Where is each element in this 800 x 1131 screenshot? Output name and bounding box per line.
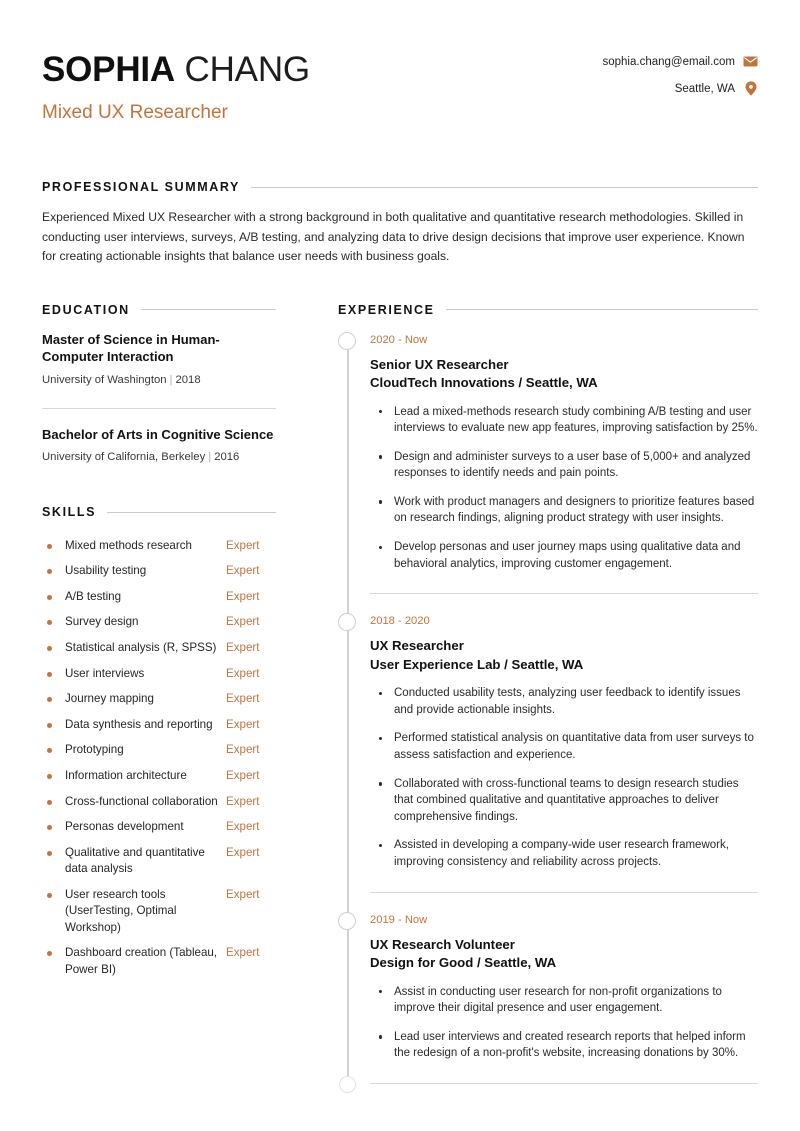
skill-name: User interviews (65, 666, 145, 680)
skill-level: Expert (226, 717, 260, 731)
education-divider (42, 408, 276, 409)
skill-row (42, 610, 276, 636)
skill-name: Cross-functional collaboration (65, 794, 218, 808)
experience-bullet: Work with product managers and designers to prioritize features based on research findings, aligning product strategy with user insights. (370, 494, 758, 527)
skill-level: Expert (226, 538, 260, 552)
experience-dates: 2018 - 2020 (370, 615, 430, 628)
experience-timeline (338, 331, 758, 1084)
last-name (175, 50, 185, 89)
experience-item (370, 331, 758, 575)
skill-level: Expert (226, 640, 260, 654)
summary-section-header (42, 180, 758, 194)
experience-company: CloudTech Innovations / Seattle, WA (370, 375, 598, 390)
skills-section-header (42, 505, 276, 519)
job-title: Mixed UX Researcher (42, 102, 228, 123)
experience-role: Senior UX Researcher (370, 356, 509, 372)
experience-bullets (370, 685, 758, 870)
skill-row (42, 712, 276, 738)
section-rule (141, 309, 276, 310)
meta-separator: | (169, 373, 173, 386)
skill-bullet-icon (47, 825, 52, 830)
experience-list (370, 331, 758, 1084)
experience-divider (370, 1083, 758, 1084)
contact-block (603, 48, 759, 96)
skill-name: Journey mapping (65, 692, 154, 706)
section-rule (446, 309, 758, 310)
skill-name: Qualitative and quantitative data analysis (65, 845, 205, 876)
education-meta (42, 450, 276, 465)
skills-heading: SKILLS (42, 505, 97, 519)
experience-bullet: Assisted in developing a company-wide user research framework, improving consistency and reliability across projects. (370, 837, 758, 870)
experience-heading: EXPERIENCE (338, 302, 435, 317)
skill-bullet-icon (47, 893, 52, 898)
experience-section-header (338, 303, 758, 317)
experience-bullet: Performed statistical analysis on quantitative data from user surveys to assess satisfaction and experience. (370, 730, 758, 763)
skill-level: Expert (226, 743, 260, 757)
skill-row (42, 559, 276, 585)
left-column (42, 303, 276, 983)
skill-level: Expert (226, 564, 260, 578)
education-meta (42, 373, 276, 388)
contact-location[interactable] (675, 81, 758, 96)
skill-bullet-icon (47, 748, 52, 753)
education-degree: Bachelor of Arts in Cognitive Science (42, 426, 274, 442)
education-section (42, 303, 276, 468)
meta-separator: | (208, 451, 212, 463)
skill-level: Expert (226, 946, 260, 960)
skill-name: Mixed methods research (65, 538, 192, 552)
experience-section (338, 303, 758, 1084)
skill-bullet-icon (47, 951, 52, 956)
timeline-node-icon (338, 613, 356, 631)
experience-divider (370, 593, 758, 594)
skill-name: Information architecture (65, 768, 187, 782)
right-column (338, 303, 758, 1102)
first-name: SOPHIA (42, 50, 175, 89)
skill-name: Survey design (65, 615, 139, 629)
education-heading: EDUCATION (42, 302, 130, 317)
skill-name: Data synthesis and reporting (65, 717, 213, 731)
education-year: 2018 (175, 373, 201, 386)
skills-list (42, 533, 276, 983)
education-item (42, 426, 276, 468)
skill-row (42, 661, 276, 687)
education-degree: Master of Science in Human-Computer Interaction (42, 331, 220, 364)
education-item (42, 331, 276, 390)
experience-bullet: Lead a mixed-methods research study combining A/B testing and user interviews to evaluate new app features, improving satisfaction by 25%. (370, 404, 758, 437)
skill-row (42, 941, 276, 983)
experience-bullet: Design and administer surveys to a user base of 5,000+ and analyzed responses to identify needs and pain points. (370, 449, 758, 482)
experience-company: User Experience Lab / Seattle, WA (370, 656, 584, 672)
experience-bullets (370, 984, 758, 1062)
section-rule (107, 512, 276, 513)
experience-dates: 2019 - Now (370, 913, 428, 926)
skill-bullet-icon (47, 595, 52, 600)
skill-row (42, 789, 276, 815)
skill-name: User research tools (UserTesting, Optimal Workshop) (65, 887, 177, 934)
resume-body (42, 303, 758, 1102)
skill-row (42, 840, 276, 882)
experience-bullet: Lead user interviews and created research reports that helped inform the redesign of a non-profit's website, increasing donations by 30%. (370, 1029, 758, 1062)
email-text: sophia.chang@email.com (602, 55, 735, 68)
education-school: University of California, Berkeley (42, 451, 206, 463)
location-text: Seattle, WA (674, 82, 735, 95)
experience-bullet: Collaborated with cross-functional teams to design research studies that combined qualitative and quantitative approaches to deliver comprehensive findings. (370, 776, 758, 826)
skill-bullet-icon (47, 851, 52, 856)
skill-bullet-icon (47, 620, 52, 625)
professional-summary-section (42, 180, 758, 267)
page-title (42, 50, 310, 90)
resume-header (42, 40, 758, 125)
skill-level: Expert (226, 887, 260, 901)
skill-name: Statistical analysis (R, SPSS) (65, 640, 217, 654)
last-name-text: CHANG (184, 50, 310, 89)
contact-email[interactable] (603, 54, 759, 69)
skill-bullet-icon (47, 723, 52, 728)
skill-bullet-icon (47, 774, 52, 779)
experience-bullet: Develop personas and user journey maps using qualitative data and behavioral analytics, improving customer engagement. (370, 539, 758, 572)
experience-item (370, 911, 758, 1064)
skill-level: Expert (226, 768, 260, 782)
experience-item (370, 612, 758, 872)
education-year: 2016 (214, 451, 240, 463)
skill-row (42, 533, 276, 559)
skill-bullet-icon (47, 672, 52, 677)
skill-name: Usability testing (65, 564, 147, 578)
skill-row (42, 882, 276, 940)
skill-level: Expert (226, 692, 260, 706)
experience-company: Design for Good / Seattle, WA (370, 955, 557, 971)
experience-bullets (370, 404, 758, 573)
skill-level: Expert (226, 589, 260, 603)
skill-level: Expert (226, 615, 260, 629)
timeline-node-icon (338, 912, 356, 930)
name-block (42, 48, 310, 125)
skill-row (42, 584, 276, 610)
timeline-end-node (339, 1076, 356, 1093)
skill-name: A/B testing (65, 589, 122, 603)
skill-name: Dashboard creation (Tableau, Power BI) (65, 946, 218, 976)
skills-section (42, 505, 276, 983)
skill-bullet-icon (47, 697, 52, 702)
skill-level: Expert (226, 845, 260, 859)
skill-name: Prototyping (65, 743, 124, 757)
skill-level: Expert (226, 820, 260, 834)
experience-bullet: Assist in conducting user research for non-profit organizations to improve their digital presence and user engagement. (370, 984, 758, 1017)
skill-row (42, 815, 276, 841)
envelope-icon (743, 54, 758, 69)
skill-level: Expert (226, 794, 260, 808)
skill-bullet-icon (47, 646, 52, 651)
education-section-header (42, 303, 276, 317)
summary-heading: PROFESSIONAL SUMMARY (42, 180, 240, 194)
skill-bullet-icon (47, 569, 52, 574)
section-rule (251, 187, 758, 188)
experience-role: UX Researcher (370, 638, 464, 654)
skill-bullet-icon (47, 544, 52, 549)
experience-divider (370, 892, 758, 893)
experience-role: UX Research Volunteer (370, 936, 515, 952)
skill-name: Personas development (65, 820, 184, 834)
skill-bullet-icon (47, 800, 52, 805)
skill-row (42, 687, 276, 713)
experience-dates: 2020 - Now (370, 333, 428, 346)
summary-text: Experienced Mixed UX Researcher with a strong background in both qualitative and quantitative research methodologies. Skilled in conducting user interviews, surveys, A/B testing, and analyzing data to drive design decisions that improve user experience. Known for creating actionable insights that balance user needs with business goals. (42, 210, 745, 263)
timeline-node-icon (338, 332, 356, 350)
map-pin-icon (743, 81, 758, 96)
education-school: University of Washington (42, 373, 167, 386)
skill-row (42, 763, 276, 789)
skill-level: Expert (226, 666, 260, 680)
skill-row (42, 738, 276, 764)
timeline-rail (347, 339, 349, 1084)
experience-bullet: Conducted usability tests, analyzing user feedback to identify issues and provide actionable insights. (370, 685, 758, 718)
skill-row (42, 635, 276, 661)
